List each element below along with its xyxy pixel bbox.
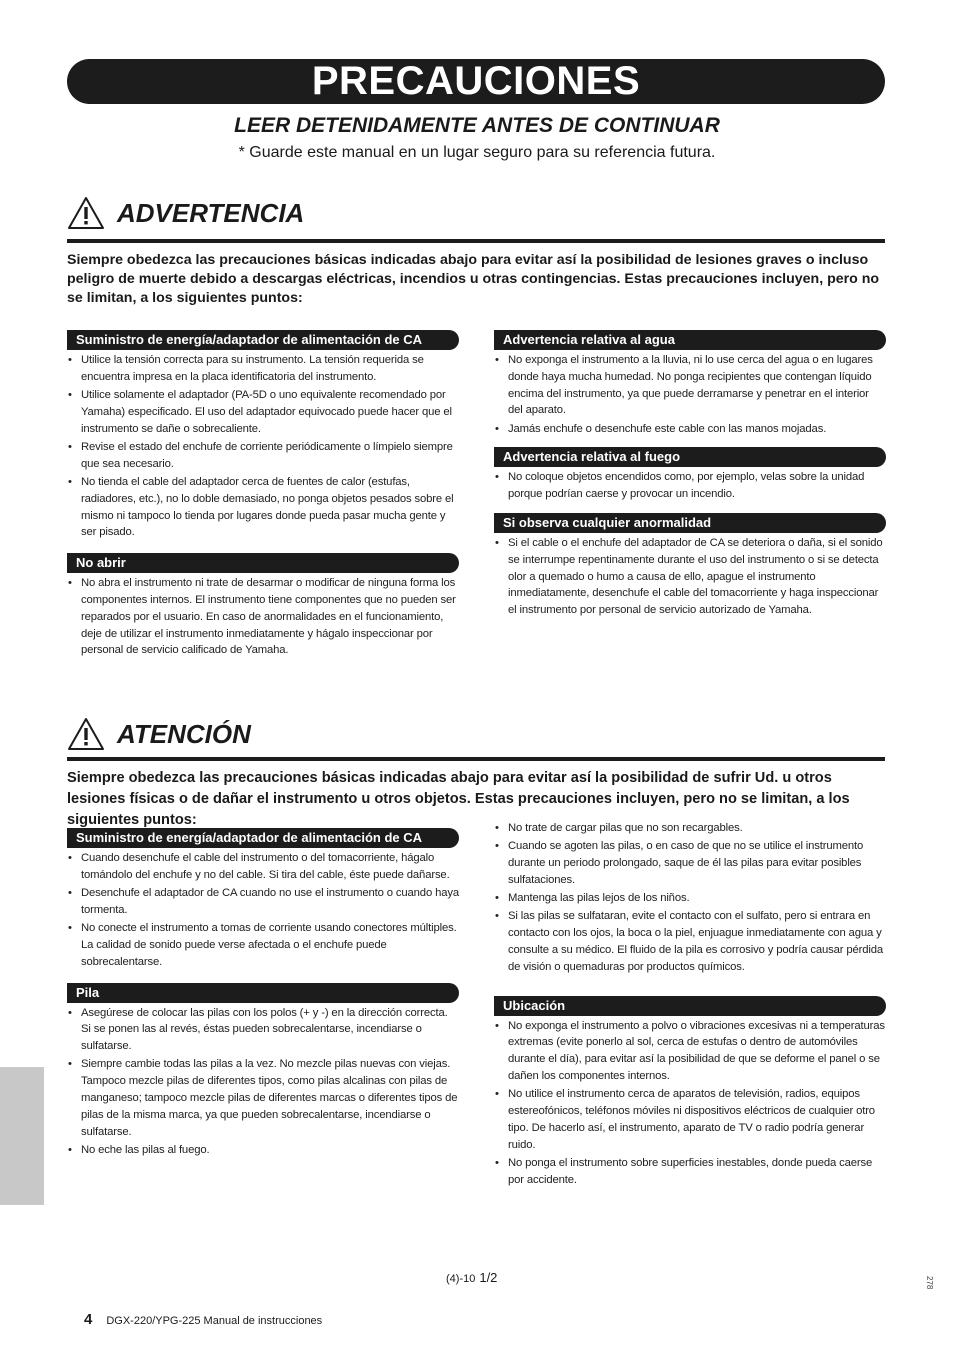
page-number: 4: [84, 1311, 93, 1328]
group-heading: Suministro de energía/adaptador de alimentación de CA: [67, 330, 459, 350]
group-heading: Si observa cualquier anormalidad: [494, 513, 886, 533]
list-item: • No exponga el instrumento a polvo o vibraciones excesivas ni a temperaturas extremas (evite ponerlo al sol, cerca de estufas o dentro de automóviles durante el día), para evitar así la posibilidad de que se deforme el panel o se dañen los componentes internos.: [494, 1018, 886, 1085]
precaution-group: [67, 553, 459, 659]
list-item: • Siempre cambie todas las pilas a la vez. No mezcle pilas nuevas con viejas. Tampoco mezcle pilas de diferentes tipos, como pilas alcalinas con pilas de manganeso; tampoco mezcle pilas de diferentes marcas o diferentes tipos de pilas de la misma marca, ya que pueden sobrecalentarse, incendiarse o sulfatarse.: [67, 1056, 459, 1140]
group-heading: Advertencia relativa al fuego: [494, 447, 886, 467]
precaution-group: [67, 828, 459, 971]
bullet-list: [494, 1018, 886, 1189]
page-fraction: 1/2: [479, 1270, 498, 1285]
section-rule: [67, 239, 885, 243]
list-item: • No ponga el instrumento sobre superficies inestables, donde pueda caerse por accidente.: [494, 1155, 886, 1189]
bullet-list: [67, 1005, 459, 1159]
group-heading: Pila: [67, 983, 459, 1003]
list-item: • Jamás enchufe o desenchufe este cable con las manos mojadas.: [494, 421, 886, 438]
list-item: • Cuando se agoten las pilas, o en caso de que no se utilice el instrumento durante un periodo prolongado, saque de él las pilas para evitar posibles sulfataciones.: [494, 838, 886, 888]
advertencia-intro: Siempre obedezca las precauciones básicas indicadas abajo para evitar así la posibilidad de lesiones graves o incluso peligro de muerte debido a descargas eléctricas, incendios u otras contingencias. Estas precauciones incluyen, pero no se limitan, a los siguientes puntos:: [67, 252, 880, 306]
manual-title: DGX-220/YPG-225 Manual de instrucciones: [106, 1315, 323, 1327]
read-carefully-subtitle: LEER DETENIDAMENTE ANTES DE CONTINUAR: [234, 114, 720, 137]
page-footer: [84, 1311, 322, 1328]
page-title-banner: PRECAUCIONES: [67, 59, 885, 104]
bullet-list: [67, 575, 459, 659]
list-item: • Asegúrese de colocar las pilas con los polos (+ y -) en la dirección correcta. Si se ponen las al revés, éstas pueden sobrecalentarse, incendiarse o sulfatarse.: [67, 1005, 459, 1055]
list-item: • Si las pilas se sulfataran, evite el contacto con el sulfato, pero si entrara en contacto con los ojos, la boca o la piel, enjuague inmediatamente con agua y consulte a su médico. El fluido de la pila es corrosivo y podría causar pérdida de visión o quemaduras por productos químicos.: [494, 908, 886, 975]
group-heading: Suministro de energía/adaptador de alimentación de CA: [67, 828, 459, 848]
advertencia-heading: [67, 196, 885, 230]
group-heading: Advertencia relativa al agua: [494, 330, 886, 350]
list-item: • Si el cable o el enchufe del adaptador de CA se deteriora o daña, si el sonido se interrumpe repentinamente durante el uso del instrumento o si se detecta olor a quemado o humo a causa de ello, apague el instrumento inmediatamente, desenchufe el cable del tomacorriente y haga inspeccionar el instrumento por personal de servicio autorizado de Yamaha.: [494, 535, 886, 619]
precaution-group: [494, 330, 886, 437]
side-code: 278: [925, 1276, 934, 1290]
list-item: • No abra el instrumento ni trate de desarmar o modificar de ninguna forma los componentes internos. El instrumento tiene componentes que no pueden ser reparados por el usuario. En caso de anormalidades en el funcionamiento, deje de utilizar el instrumento inmediatamente y hágalo inspeccionar por personal de servicio calificado de Yamaha.: [67, 575, 459, 659]
bullet-list: [494, 352, 886, 437]
list-item: • Cuando desenchufe el cable del instrumento o del tomacorriente, hágalo tomándolo del enchufe y no del cable. Si tira del cable, éste puede dañarse.: [67, 850, 459, 884]
precaution-group: [67, 330, 459, 541]
section-rule: [67, 757, 885, 761]
list-item: • Desenchufe el adaptador de CA cuando no use el instrumento o cuando haya tormenta.: [67, 885, 459, 919]
advertencia-left-column: [67, 330, 459, 661]
revision-code: (4)-10: [446, 1273, 476, 1285]
bullet-list: [67, 352, 459, 541]
list-item: • No conecte el instrumento a tomas de corriente usando conectores múltiples. La calidad de sonido puede verse afectada o el enchufe puede sobrecalentarse.: [67, 920, 459, 970]
bullet-list: [494, 535, 886, 619]
side-thumb-tab: [0, 1067, 44, 1205]
list-item: • No eche las pilas al fuego.: [67, 1142, 459, 1159]
atencion-heading: [67, 717, 885, 751]
precaution-group: [494, 513, 886, 619]
atencion-right-column: [494, 820, 886, 1190]
list-item: • Mantenga las pilas lejos de los niños.: [494, 890, 886, 907]
list-item: • Revise el estado del enchufe de corriente periódicamente o límpielo siempre que sea necesario.: [67, 439, 459, 473]
bullet-list: [494, 820, 886, 976]
list-item: • Utilice la tensión correcta para su instrumento. La tensión requerida se encuentra impresa en la placa identificatoria del instrumento.: [67, 352, 459, 386]
list-item: • Utilice solamente el adaptador (PA-5D o uno equivalente recomendado por Yamaha) especificado. El uso del adaptador equivocado puede hacer que el instrumento se dañe o sobrecaliente.: [67, 387, 459, 437]
list-item: • No exponga el instrumento a la lluvia, ni lo use cerca del agua o en lugares donde haya mucha humedad. No ponga recipientes que contengan líquido encima del instrumento, ya que puede derramarse y penetrar en el interior del aparato.: [494, 352, 886, 419]
precaution-group: [494, 996, 886, 1189]
warning-triangle-icon: [67, 196, 105, 230]
group-heading: No abrir: [67, 553, 459, 573]
page-code: [446, 1270, 497, 1285]
atencion-title: ATENCIÓN: [117, 719, 251, 749]
list-item: • No trate de cargar pilas que no son recargables.: [494, 820, 886, 837]
precaution-group: [494, 447, 886, 503]
list-item: • No coloque objetos encendidos como, por ejemplo, velas sobre la unidad porque podrían caerse y provocar un incendio.: [494, 469, 886, 503]
bullet-list: [67, 850, 459, 971]
list-item: • No utilice el instrumento cerca de aparatos de televisión, radios, equipos estereofónicos, teléfonos móviles ni dispositivos eléctricos de cualquier otro tipo. De hacerlo así, el instrumento, aparato de TV o radio podría generar ruido.: [494, 1086, 886, 1153]
list-item: • No tienda el cable del adaptador cerca de fuentes de calor (estufas, radiadores, etc.), no lo doble demasiado, no ponga objetos pesados sobre el mismo ni tampoco lo tienda por lugares donde pueda pasar mucha gente y ser pisado.: [67, 474, 459, 541]
advertencia-title: ADVERTENCIA: [117, 198, 305, 228]
advertencia-right-column: [494, 330, 886, 621]
atencion-intro: Siempre obedezca las precauciones básicas indicadas abajo para evitar así la posibilidad de sufrir Ud. u otros lesiones físicas o de dañar el instrumento u otros objetos. Estas precauciones incluyen, pero no se limitan, a los siguientes puntos:: [67, 770, 850, 828]
keep-manual-note: * Guarde este manual en un lugar seguro para su referencia futura.: [238, 144, 716, 161]
group-heading: Ubicación: [494, 996, 886, 1016]
bullet-list: [494, 469, 886, 503]
atencion-left-column: [67, 828, 459, 1160]
precaution-group: [67, 983, 459, 1159]
warning-triangle-icon: [67, 717, 105, 751]
